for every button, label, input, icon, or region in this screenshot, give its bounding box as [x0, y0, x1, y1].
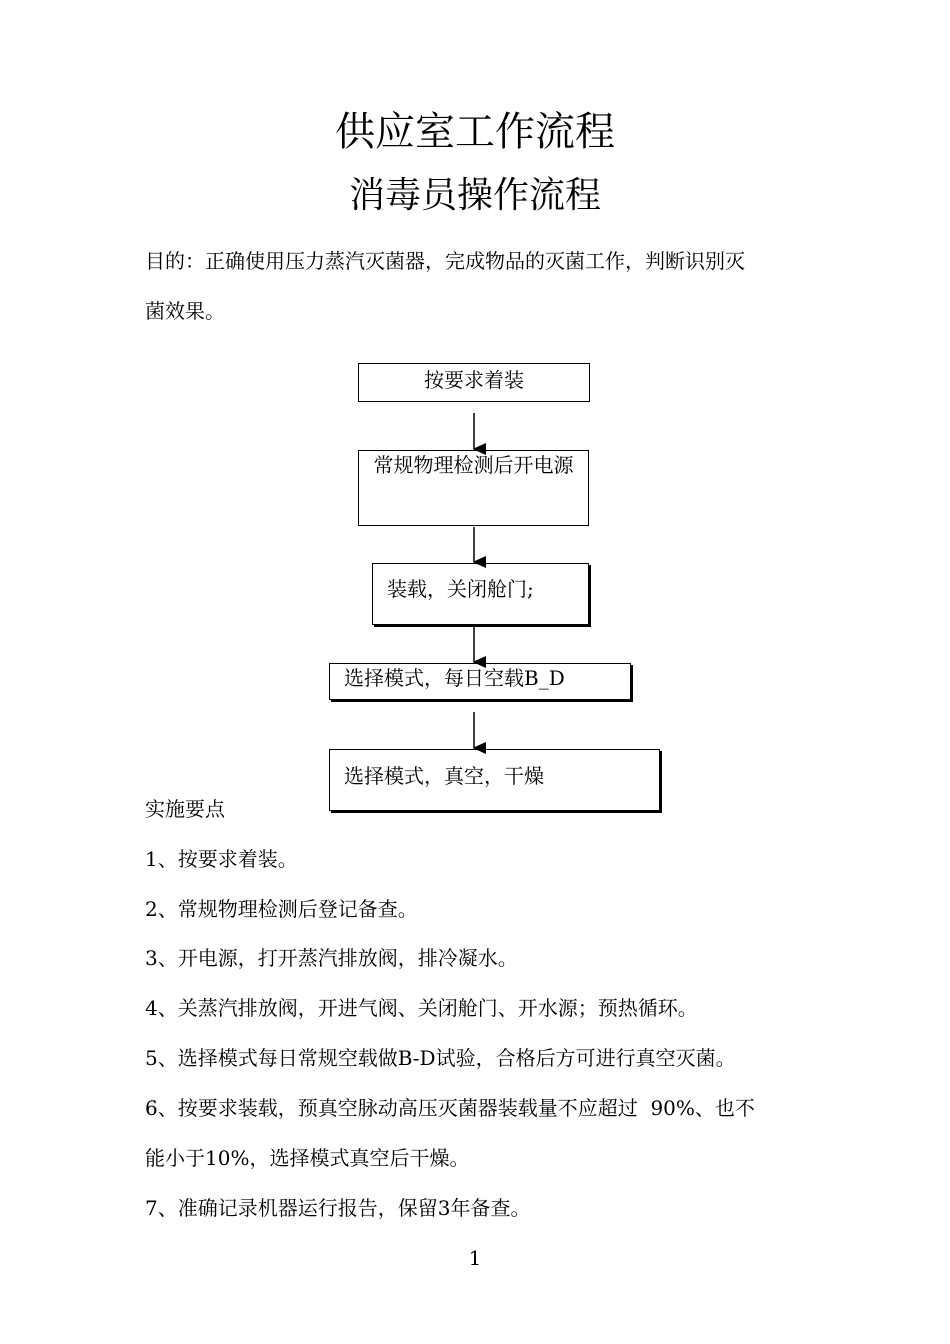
flow-step-4	[329, 663, 631, 700]
point-3: 3、开电源，打开蒸汽排放阀，排冷凝水。	[145, 946, 518, 970]
flow-step-5-label: 选择模式，真空，干燥	[344, 764, 544, 788]
page-number: 1	[468, 1246, 482, 1270]
flow-step-3	[372, 563, 589, 625]
section-heading: 实施要点	[145, 797, 225, 821]
purpose-line-2: 菌效果。	[145, 299, 225, 323]
point-5: 5、选择模式每日常规空载做B-D试验，合格后方可进行真空灭菌。	[145, 1046, 736, 1070]
point-7: 7、准确记录机器运行报告，保留3年备查。	[145, 1196, 531, 1220]
point-6-line-1: 6、按要求装载，预真空脉动高压灭菌器装载量不应超过 90%、也不	[145, 1096, 755, 1120]
point-1: 1、按要求着装。	[145, 847, 298, 871]
point-2: 2、常规物理检测后登记备查。	[145, 897, 418, 921]
point-4: 4、关蒸汽排放阀，开进气阀、关闭舱门、开水源；预热循环。	[145, 996, 698, 1020]
document-subtitle: 消毒员操作流程	[348, 175, 601, 216]
flow-step-1-label: 按要求着装	[424, 368, 524, 392]
flow-step-2	[358, 450, 589, 526]
point-6-line-2: 能小于10%，选择模式真空后干燥。	[145, 1146, 470, 1170]
flow-step-3-label: 装载，关闭舱门;	[387, 577, 534, 601]
document-title: 供应室工作流程	[335, 109, 615, 155]
flow-step-4-label: 选择模式，每日空载B_D	[344, 666, 565, 690]
flow-step-1	[358, 363, 590, 402]
flow-step-2-label: 常规物理检测后开电源	[373, 453, 574, 477]
purpose-line-1: 目的：正确使用压力蒸汽灭菌器，完成物品的灭菌工作，判断识别灭	[145, 249, 745, 273]
